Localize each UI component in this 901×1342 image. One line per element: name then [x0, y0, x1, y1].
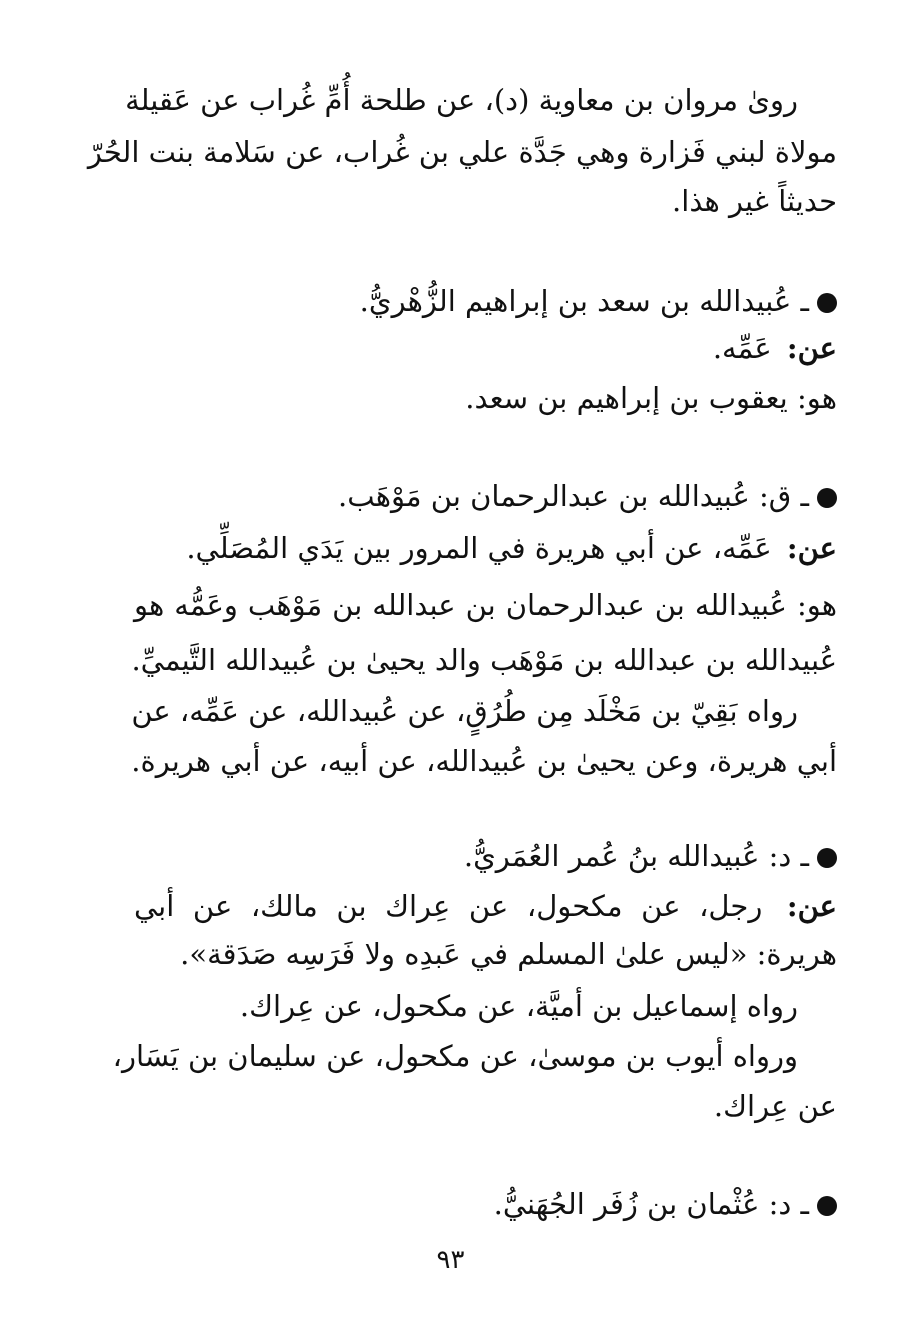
entry-3-an-line-1 [134, 880, 837, 932]
huwa-label: هو: [796, 588, 837, 622]
entry-3-an-line-2: هريرة: «ليس علىٰ المسلم في عَبدِه ولا فَرَسِه صَدَقة». [180, 937, 837, 971]
entry-4-heading-text: ـ د: عُثْمان بن زُفَر الجُهَنيُّ. [493, 1187, 809, 1221]
entry-3-an-text-1: رجل، عن مكحول، عن عِراك بن مالك، عن أبي [134, 889, 763, 923]
an-label: عن: [786, 531, 837, 565]
entry-2-body-line-2: أبي هريرة، وعن يحيىٰ بن عُبيدالله، عن أبيه، عن أبي هريرة. [131, 744, 837, 778]
entry-2-an-line [134, 522, 837, 574]
entry-1-huwa-line [134, 372, 837, 424]
entry-1-an-text: عَمِّه. [712, 331, 772, 365]
entry-2-heading [134, 470, 837, 522]
entry-4-heading [134, 1178, 837, 1230]
huwa-label: هو: [796, 381, 837, 415]
entry-1-heading-text: ـ عُبيدالله بن سعد بن إبراهيم الزُّهْريُّ. [359, 284, 809, 318]
entry-2-an-text: عَمِّه، عن أبي هريرة في المرور بين يَدَي المُصَلِّي. [186, 531, 772, 565]
entry-3-body-line-2: ورواه أيوب بن موسىٰ، عن مكحول، عن سليمان بن يَسَار، [112, 1039, 798, 1073]
an-label: عن: [786, 331, 837, 365]
entry-2-huwa-line-2: عُبيدالله بن عبدالله بن مَوْهَب والد يحيىٰ بن عُبيدالله التَّيميِّ. [131, 643, 837, 677]
bullet-icon [817, 1196, 837, 1216]
intro-line-2: مولاة لبني فَزارة وهي جَدَّة علي بن غُراب، عن سَلامة بنت الحُرّ [87, 135, 837, 169]
bullet-icon [817, 848, 837, 868]
bullet-icon [817, 293, 837, 313]
entry-1-an-line [134, 322, 837, 374]
entry-1-huwa-text: يعقوب بن إبراهيم بن سعد. [465, 381, 788, 415]
intro-line-3: حديثاً غير هذا. [672, 184, 837, 218]
entry-2-body-line-1: رواه بَقِيّ بن مَخْلَد مِن طُرُقٍ، عن عُبيدالله، عن عَمِّه، عن [131, 694, 798, 728]
an-label: عن: [786, 889, 837, 923]
entry-3-body-line-3: عن عِراك. [713, 1089, 837, 1123]
intro-line-1: روىٰ مروان بن معاوية (د)، عن طلحة أُمِّ غُراب عن عَقيلة [125, 83, 798, 117]
entry-1-heading [134, 275, 837, 327]
bullet-icon [817, 488, 837, 508]
entry-3-body-line-1: رواه إسماعيل بن أميَّة، عن مكحول، عن عِراك. [239, 989, 798, 1023]
entry-2-huwa-line-1 [134, 579, 837, 631]
page-number: ٩٣ [436, 1245, 465, 1275]
entry-3-heading-text: ـ د: عُبيدالله بنُ عُمر العُمَريُّ. [463, 839, 809, 873]
entry-3-heading [134, 830, 837, 882]
entry-2-huwa-text-1: عُبيدالله بن عبدالرحمان بن عبدالله بن مَوْهَب وعَمُّه هو [134, 588, 787, 622]
entry-2-heading-text: ـ ق: عُبيدالله بن عبدالرحمان بن مَوْهَب. [338, 479, 809, 513]
